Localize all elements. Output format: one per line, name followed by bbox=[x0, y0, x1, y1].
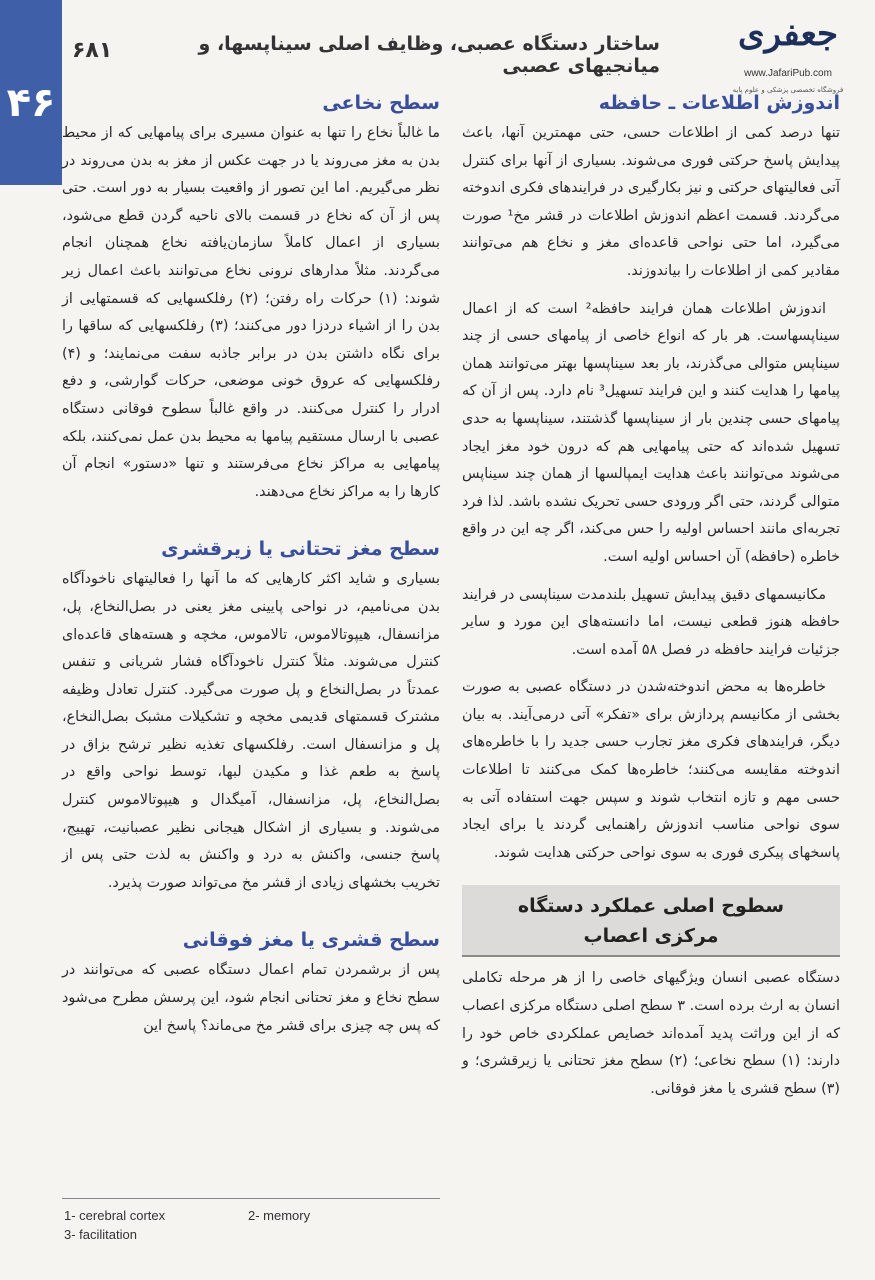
section-title-subcortical: سطح مغز تحتانی یا زیرقشری bbox=[161, 538, 440, 561]
footnote-divider bbox=[62, 1198, 440, 1199]
paragraph: اندوزش اطلاعات همان فرایند حافظه² است که از اعمال سیناپسهاست. هر بار که انواع خاصی از پیامهای حسی از چند سیناپس متوالی می‌گذرند، بار بعد سیناپسها بهتر می‌توانند همان پیامها را هدایت کنند و این فرایند تسهیل³ نام دارد. پس از آن که پیامهای حسی چندین بار از سیناپسها گذشتند، سیناپسها به حدی تسهیل شده‌اند که حتی پیامهایی هم که درون خود مغز ایجاد می‌شوند می‌توانند باعث هدایت ایمپالسها از همان چند سیناپس متوالی گردند، حتی اگر ورودی حسی تحریک نشده باشد. لذا فرد تجربه‌ای مانند احساس اولیه را حس می‌کند، اگر چه این در واقع خاطره (حافظه) آن احساس اولیه است. bbox=[462, 300, 840, 565]
section-title-spinal: سطح نخاعی bbox=[322, 92, 440, 114]
publisher-url: www.JafariPub.com bbox=[744, 68, 832, 79]
publisher-subtitle: فروشگاه تخصصی پزشکی و علوم پایه bbox=[732, 86, 844, 94]
paragraph: دستگاه عصبی انسان ویژگیهای خاصی را از هر مرحله تکاملی انسان به ارث برده است. ۳ سطح اصلی دستگاه مرکزی اعصاب که از این وراثت پدید آمده‌اند خصایص عملکردی خاص خود را دارند: (۱) سطح نخاعی؛ (۲) سطح مغز تحتانی یا زیرقشری؛ و (۳) سطح قشری یا مغز فوقانی. bbox=[462, 970, 840, 1097]
section-box-heading bbox=[462, 885, 840, 957]
box-heading-line2: مرکزی اعصاب bbox=[583, 925, 719, 948]
footnote: 3- facilitation bbox=[64, 1227, 137, 1242]
paragraph: پس از برشمردن تمام اعمال دستگاه عصبی که می‌توانند در سطح نخاع و مغز تحتانی انجام شود، این پرسش مطرح می‌شود که پس چه چیزی برای قشر مخ می‌ماند؟ پاسخ این bbox=[62, 962, 440, 1034]
right-column bbox=[462, 92, 840, 1113]
paragraph: ما غالباً نخاع را تنها به عنوان مسیری برای پیامهایی که از محیط بدن به مغز می‌روند یا در جهت عکس از مغز به بدن می‌روند در نظر می‌گیریم. اما این تصور از واقعیت بسیار به دور است. حتی پس از آن که نخاع در قسمت بالای ناحیه گردن قطع می‌شود، بسیاری از اعمال کاملاً سازمان‌یافته نخاع همچنان انجام می‌گردند. مثلاً مدارهای نرونی نخاع می‌توانند باعث اعمال زیر شوند: (۱) حرکات راه رفتن؛ (۲) رفلکسهایی که قسمتهایی از بدن را از اشیاء دردزا دور می‌کنند؛ (۳) رفلکسهایی که ساقها را برای نگاه داشتن بدن در برابر جاذبه سفت می‌نمایند؛ و (۴) رفلکسهایی که عروق خونی موضعی، حرکات گوارشی، و دفع ادرار را کنترل می‌کنند. در واقع غالباً سطوح فوقانی دستگاه عصبی با ارسال مستقیم پیامها به محیط بدن عمل نمی‌کنند، بلکه پیامهایی به مراکز نخاع می‌فرستند و تنها «دستور» انجام آن کارها را به مراکز نخاع می‌دهند. bbox=[62, 125, 440, 500]
chapter-number: ۴۶ bbox=[6, 80, 56, 126]
footnote: 1- cerebral cortex bbox=[64, 1208, 166, 1223]
left-column bbox=[62, 92, 440, 1050]
section-title-cortical: سطح قشری یا مغز فوقانی bbox=[182, 929, 440, 952]
paragraph: تنها درصد کمی از اطلاعات حسی، حتی مهمترین آنها، باعث پیدایش پاسخ حرکتی فوری می‌شوند. بسیاری از آنها برای کنترل آتی فعالیتهای حرکتی و نیز بکارگیری در فرایندهای فکری اندوخته می‌گردند. قسمت اعظم اندوزش اطلاعات در قشر مخ¹ صورت می‌گیرد، اما حتی نواحی قاعده‌ای مغز و نخاع هم می‌توانند مقادیر کمی از اطلاعات را بیاندوزند. bbox=[462, 125, 840, 279]
paragraph: مکانیسمهای دقیق پیدایش تسهیل بلندمدت سیناپسی در فرایند حافظه هنوز قطعی نیست، اما دانسته‌های این مورد و سایر جزئیات فرایند حافظه در فصل ۵۸ آمده است. bbox=[462, 586, 840, 658]
publisher-logo-mark: جعفری bbox=[738, 14, 838, 54]
paragraph: خاطره‌ها به محض اندوخته‌شدن در دستگاه عصبی به صورت بخشی از مکانیسم پردازش برای «تفکر» آتی درمی‌آیند. به بیان دیگر، فرایندهای فکری مغز تجارب حسی جدید را با خاطره‌های اندوخته مقایسه می‌کنند؛ خاطره‌ها کمک می‌کنند تا اطلاعات حسی مهم و تازه انتخاب شوند و سپس جهت استفاده آتی به سوی نواحی مناسب اندوزش راهنمایی گردند یا برای ایجاد پاسخهای پیکری فوری به سوی نواحی حرکتی هدایت شوند. bbox=[462, 679, 840, 861]
running-header: ساختار دستگاه عصبی، وظایف اصلی سیناپسها، و میانجیهای عصبی bbox=[198, 33, 660, 77]
section-title-memory: اندوزش اطلاعات ـ حافظه bbox=[598, 92, 840, 114]
footnote: 2- memory bbox=[248, 1208, 311, 1223]
page-number: ۶۸۱ bbox=[72, 38, 113, 63]
box-heading-line1: سطوح اصلی عملکرد دستگاه bbox=[517, 895, 785, 918]
paragraph: بسیاری و شاید اکثر کارهایی که ما آنها را فعالیتهای ناخودآگاه بدن می‌نامیم، در نواحی پایینی مغز یعنی در بصل‌النخاع، پل، مزانسفال، هیپوتالاموس، تالاموس، مخچه و هسته‌های قاعده‌ای کنترل می‌شوند. مثلاً کنترل ناخودآگاه فشار شریانی و تنفس عمدتاً در بصل‌النخاع و پل صورت می‌گیرد. کنترل تعادل وظیفه مشترک قسمتهای قدیمی مخچه و تشکیلات مشبک بصل‌النخاع، پل و مزانسفال است. رفلکسهای تغذیه نظیر ترشح بزاق در پاسخ به طعم غذا و مکیدن لبها، توسط نواحی واقع در بصل‌النخاع، پل، مزانسفال، آمیگدال و هیپوتالاموس کنترل می‌شوند. و بسیاری از اشکال هیجانی نظیر عصبانیت، تهییج، پاسخ جنسی، واکنش به درد و واکنش به لذت حتی پس از تخریب بخشهای زیادی از قشر مخ می‌تواند صورت پذیرد. bbox=[62, 571, 440, 891]
